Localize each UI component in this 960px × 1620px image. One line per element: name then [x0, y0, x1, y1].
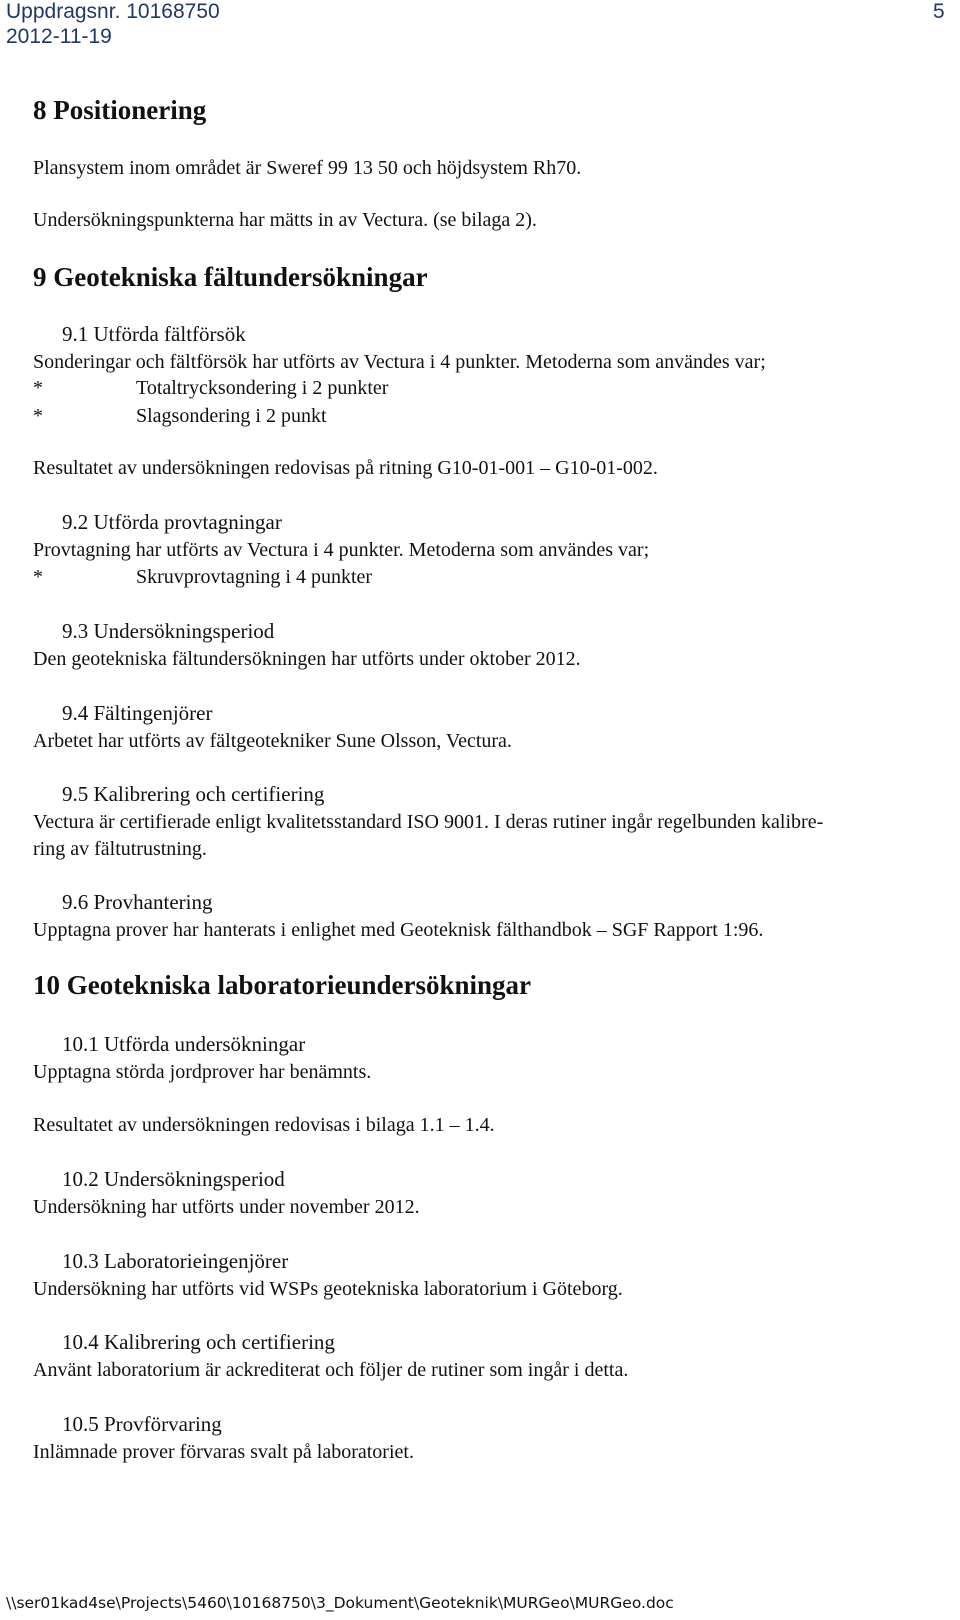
- subsection-9-1-result: Resultatet av undersökningen redovisas på ritning G10-01-001 – G10-01-002.: [33, 457, 658, 479]
- subsection-10-5-text: Inlämnade prover förvaras svalt på laboratoriet.: [33, 1441, 414, 1463]
- subsection-10-1-text: Upptagna störda jordprover har benämnts.: [33, 1061, 372, 1083]
- bullet-text: Slagsondering i 2 punkt: [136, 405, 327, 427]
- page-number: 5: [933, 0, 945, 23]
- subsection-9-5-text-line-1: Vectura är certifierade enligt kvalitetsstandard ISO 9001. I deras rutiner ingår regelbunden kalibre-: [33, 811, 824, 833]
- subsection-9-3-text: Den geotekniska fältundersökningen har utförts under oktober 2012.: [33, 648, 581, 670]
- bullet-text: Totaltrycksondering i 2 punkter: [136, 377, 389, 399]
- subsection-10-5-heading: 10.5 Provförvaring: [62, 1412, 222, 1436]
- subsection-10-4-heading: 10.4 Kalibrering och certifiering: [62, 1330, 335, 1354]
- subsection-10-3-heading: 10.3 Laboratorieingenjörer: [62, 1249, 289, 1273]
- section-8-paragraph-1: Plansystem inom området är Sweref 99 13 50 och höjdsystem Rh70.: [33, 157, 582, 179]
- section-10-heading: 10 Geotekniska laboratorieundersökningar: [33, 970, 532, 1000]
- subsection-9-4-text: Arbetet har utförts av fältgeotekniker Sune Olsson, Vectura.: [33, 730, 512, 752]
- bullet-text: Skruvprovtagning i 4 punkter: [136, 566, 373, 588]
- subsection-10-4-text: Använt laboratorium är ackrediterat och följer de rutiner som ingår i detta.: [33, 1359, 629, 1381]
- header-date: 2012-11-19: [6, 25, 112, 48]
- bullet-marker: *: [33, 405, 43, 427]
- section-8-heading: 8 Positionering: [33, 95, 207, 125]
- subsection-10-1-heading: 10.1 Utförda undersökningar: [62, 1032, 306, 1056]
- subsection-9-4-heading: 9.4 Fältingenjörer: [62, 701, 213, 725]
- subsection-10-3-text: Undersökning har utförts vid WSPs geotekniska laboratorium i Göteborg.: [33, 1278, 623, 1300]
- subsection-10-2-heading: 10.2 Undersökningsperiod: [62, 1167, 285, 1191]
- bullet-marker: *: [33, 566, 43, 588]
- subsection-9-2-heading: 9.2 Utförda provtagningar: [62, 510, 282, 534]
- subsection-9-1-heading: 9.1 Utförda fältförsök: [62, 322, 246, 346]
- subsection-10-2-text: Undersökning har utförts under november 2012.: [33, 1196, 420, 1218]
- subsection-9-1-text: Sonderingar och fältförsök har utförts av Vectura i 4 punkter. Metoderna som användes var;: [33, 351, 766, 373]
- subsection-9-6-text: Upptagna prover har hanterats i enlighet med Geoteknisk fälthandbok – SGF Rapport 1:96.: [33, 919, 764, 941]
- subsection-10-1-result: Resultatet av undersökningen redovisas i bilaga 1.1 – 1.4.: [33, 1114, 495, 1136]
- subsection-9-6-heading: 9.6 Provhantering: [62, 890, 213, 914]
- section-9-heading: 9 Geotekniska fältundersökningar: [33, 262, 428, 292]
- subsection-9-3-heading: 9.3 Undersökningsperiod: [62, 619, 275, 643]
- bullet-marker: *: [33, 377, 43, 399]
- section-8-paragraph-2: Undersökningspunkterna har mätts in av Vectura. (se bilaga 2).: [33, 209, 537, 231]
- subsection-9-5-heading: 9.5 Kalibrering och certifiering: [62, 782, 325, 806]
- footer-file-path: \\ser01kad4se\Projects\5460\10168750\3_Dokument\Geoteknik\MURGeo\MURGeo.doc: [6, 1594, 674, 1612]
- subsection-9-2-text: Provtagning har utförts av Vectura i 4 punkter. Metoderna som användes var;: [33, 539, 650, 561]
- header-assignment-number: Uppdragsnr. 10168750: [6, 0, 220, 23]
- subsection-9-5-text-line-2: ring av fältutrustning.: [33, 838, 207, 860]
